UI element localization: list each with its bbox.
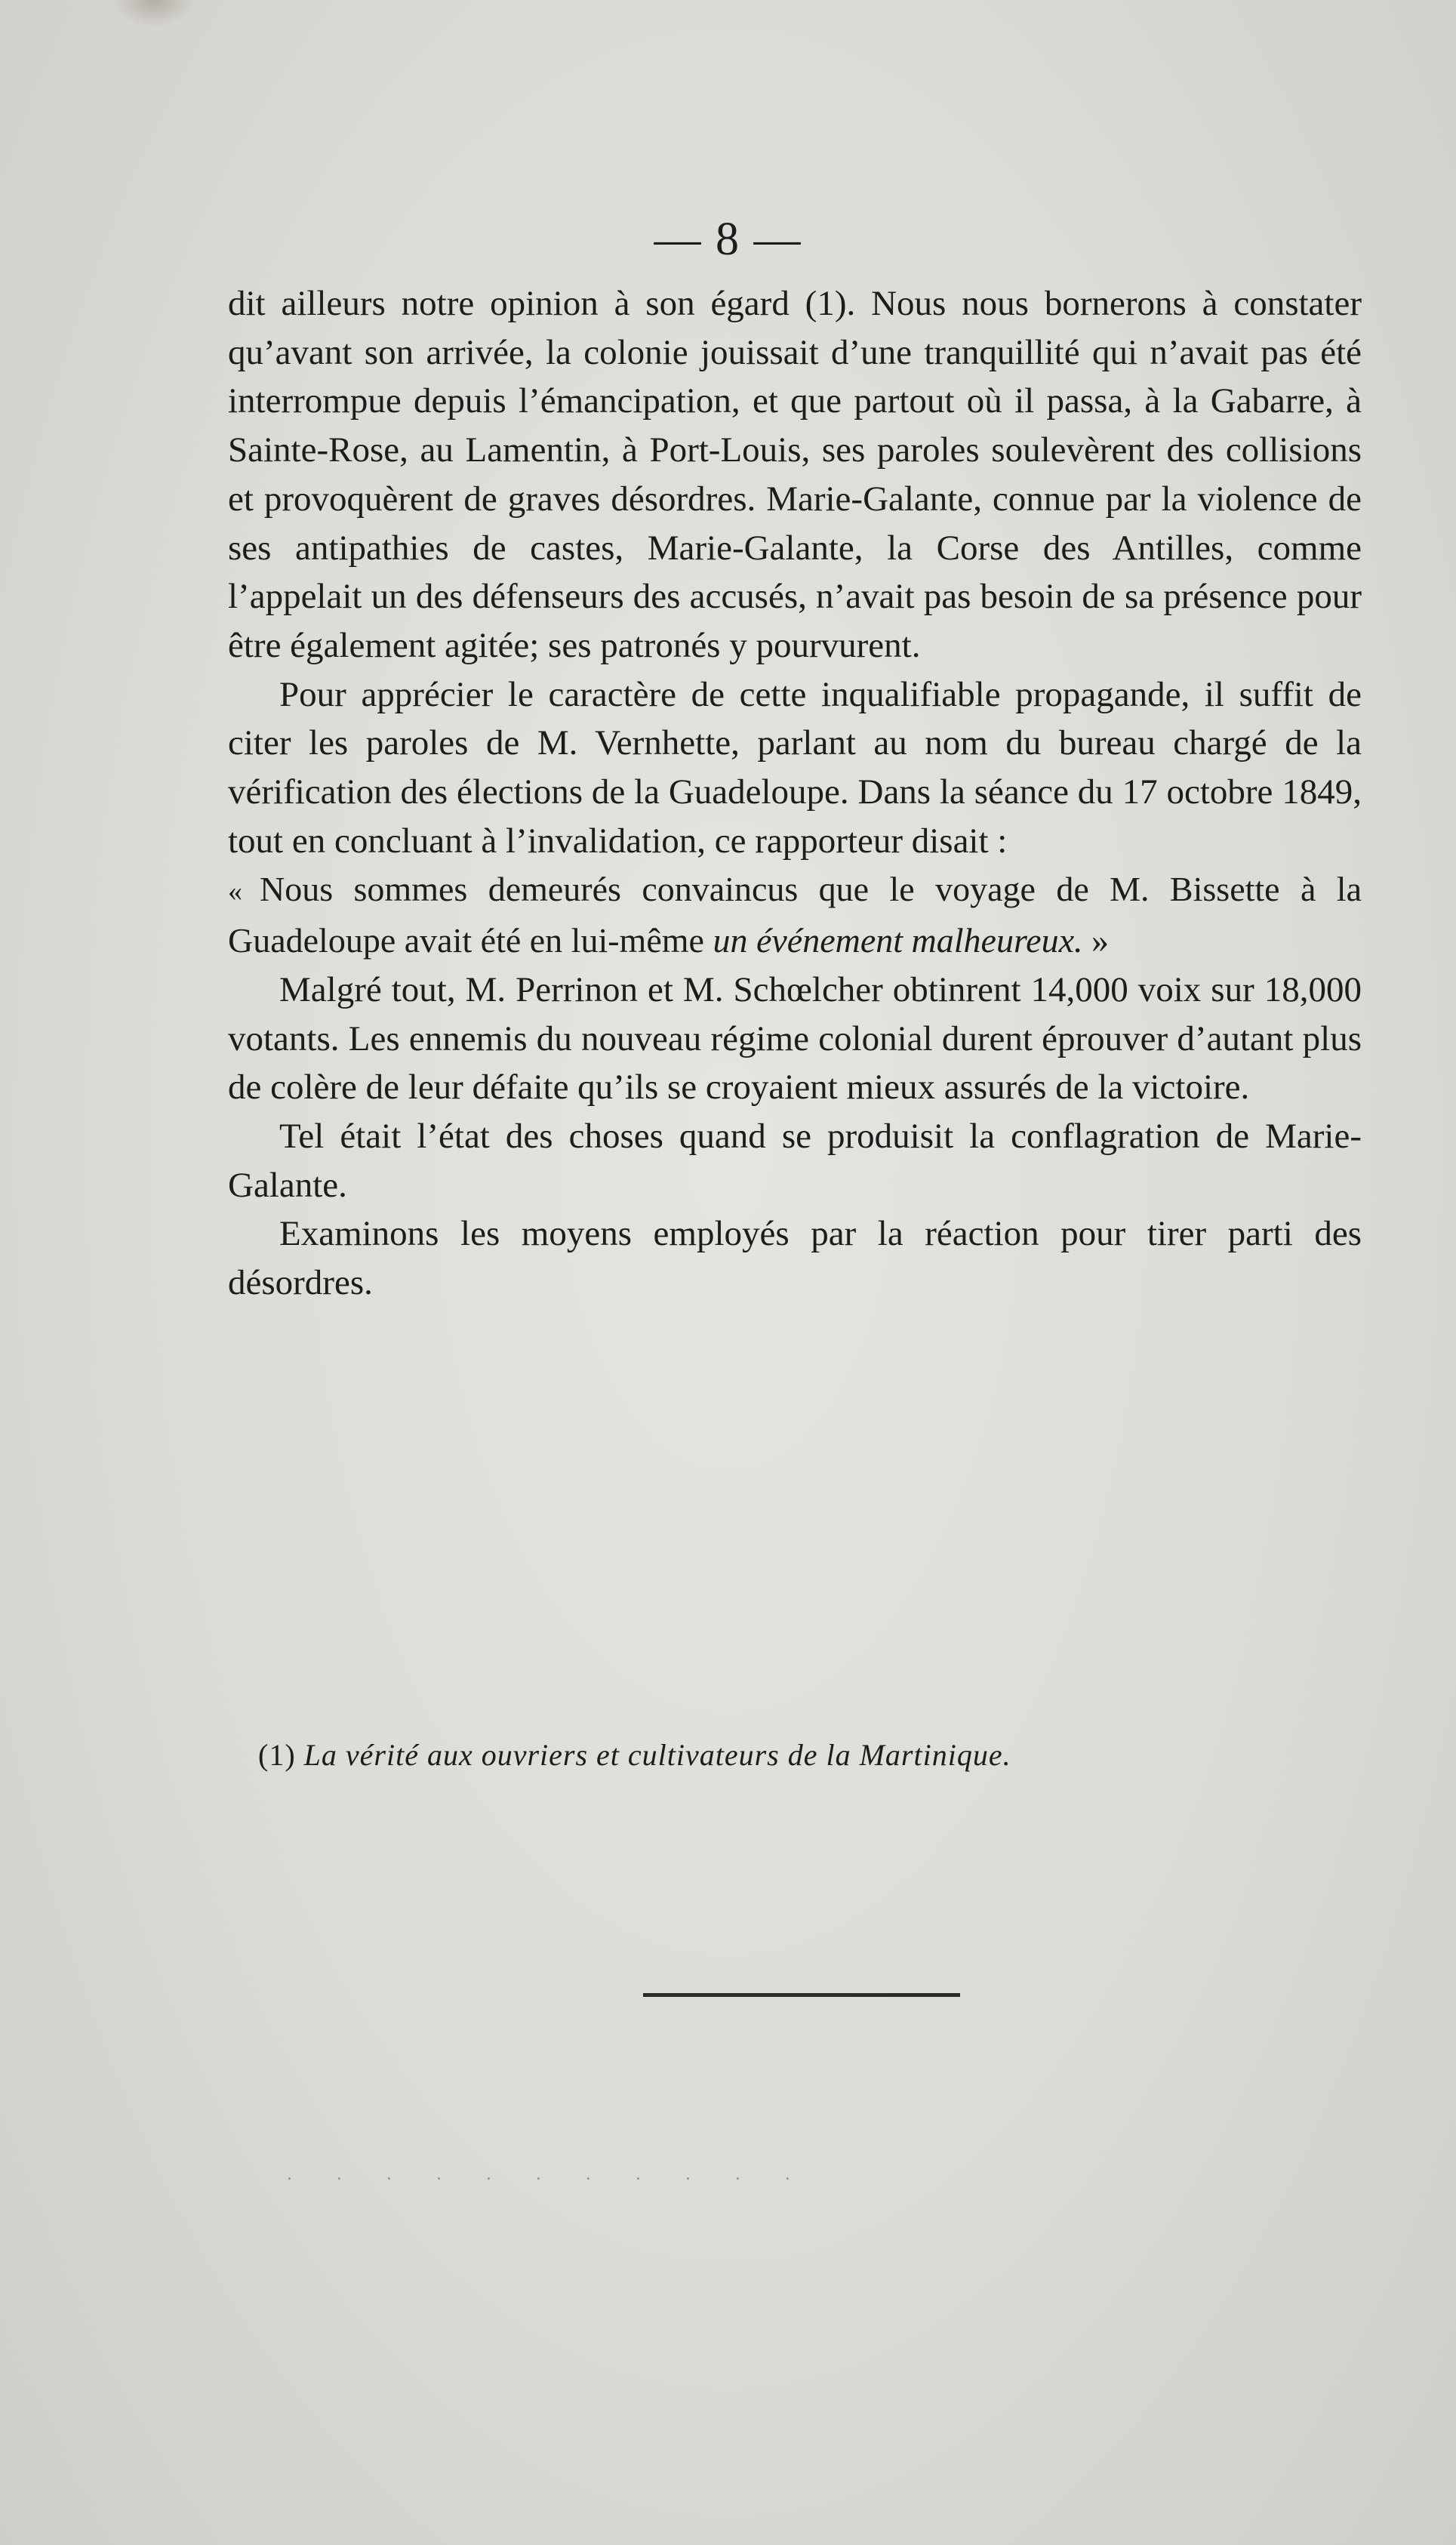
paragraph-3: Malgré tout, M. Perrinon et M. Schœlcher obtinrent 14,000 voix sur 18,000 votants. Les ennemis du nouveau régime colonial durent éprouver d’autant plus de colère de leur défaite qu’ils se croyaient mieux assurés de la victoire. bbox=[228, 969, 1362, 1108]
closing-quote-mark: » bbox=[1091, 921, 1109, 960]
paragraph-5: Examinons les moyens employés par la réaction pour tirer parti des désordres. bbox=[228, 1214, 1362, 1303]
end-rule bbox=[643, 1993, 960, 1997]
quotation-text: Nous sommes demeurés convaincus que le voyage de M. Bissette à la Guadeloupe avait été en lui-même bbox=[228, 870, 1362, 960]
quotation bbox=[228, 865, 1362, 965]
body-text bbox=[228, 279, 1362, 1308]
paragraph-1: dit ailleurs notre opinion à son égard (1). Nous nous bornerons à constater qu’avant son arrivée, la colonie jouissait d’une tranquillité qui n’avait pas été interrompue depuis l’émancipation, et que partout où il passa, à la Gabarre, à Sainte-Rose, au Lamentin, à Port-Louis, ses paroles soulevèrent des collisions et provoquèrent de graves désordres. Marie-Galante, connue par la violence de ses antipathies de castes, Marie-Galante, la Corse des Antilles, comme l’appelait un des défenseurs des accusés, n’avait pas besoin de sa présence pour être également agitée; ses patronés y pourvurent. bbox=[228, 284, 1362, 665]
quotation-italic-text: un événement malheureux. bbox=[713, 921, 1083, 960]
page-number: — 8 — bbox=[654, 214, 802, 265]
paper-specks: . . . . . . . . . . . bbox=[287, 2165, 810, 2184]
footnote-title: La vérité aux ouvriers et cultivateurs de la Martinique. bbox=[303, 1738, 1011, 1772]
footnote-marker: (1) bbox=[258, 1738, 296, 1772]
footnote bbox=[258, 1735, 1360, 1776]
paragraph-4: Tel était l’état des choses quand se produisit la conflagration de Marie-Galante. bbox=[228, 1116, 1362, 1205]
paragraph-2: Pour apprécier le caractère de cette inqualifiable propagande, il suffit de citer les paroles de M. Vernhette, parlant au nom du bureau chargé de la vérification des élections de la Guadeloupe. Dans la séance du 17 octobre 1849, tout en concluant à l’invalidation, ce rapporteur disait : bbox=[228, 674, 1362, 861]
paper-stain bbox=[113, 0, 196, 27]
opening-quote-mark: « bbox=[228, 876, 242, 908]
